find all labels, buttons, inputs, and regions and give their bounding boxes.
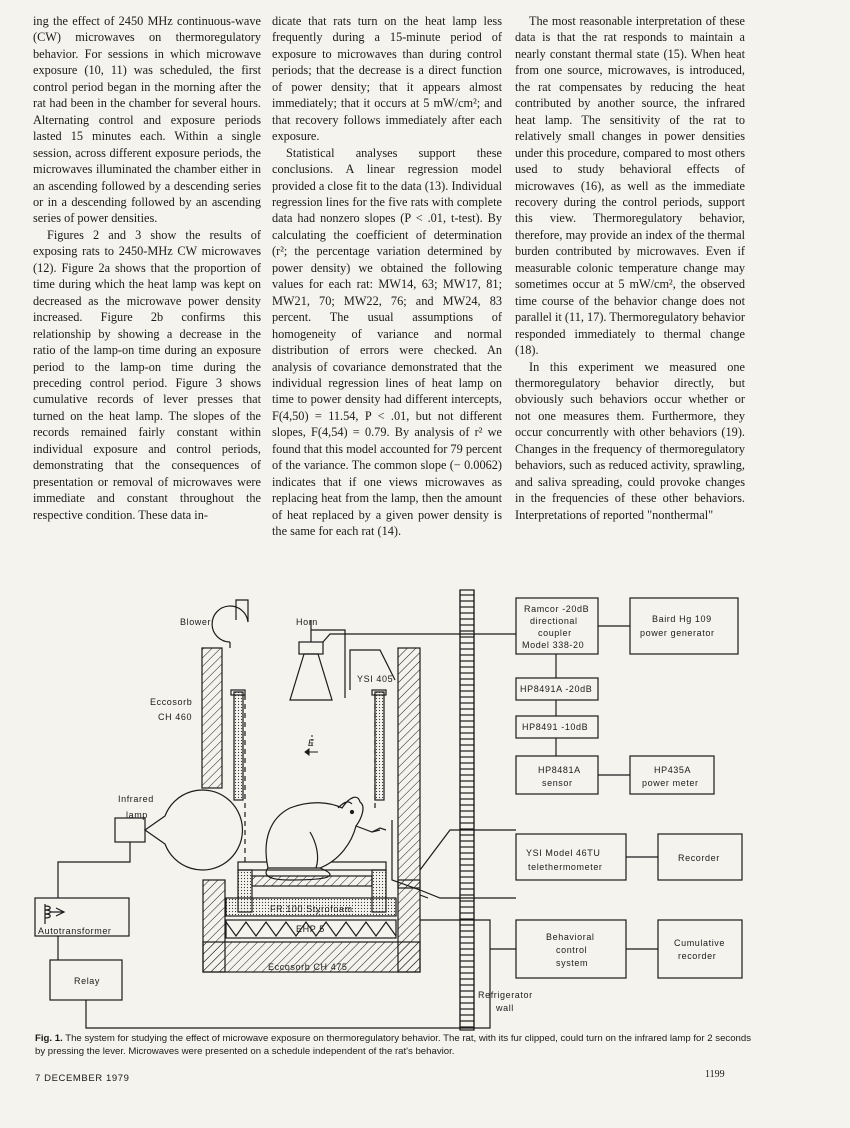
eccosorb-ch460-label: CH 460 — [158, 712, 193, 722]
eccosorb-ch460-label: Eccosorb — [150, 697, 193, 707]
eccosorb-ch475-label: Eccosorb CH 475 — [268, 962, 348, 972]
absorber-panel — [234, 692, 243, 800]
paragraph: The most reasonable interpretation of these data is that the rat responds to maintain a nearly constant thermal state (15). When heat from one source, microwaves, is introduced, the rat compensates by reducing the heat contributed by another source, the infrared heat lamp. The sensitivity of the rat to relatively small changes in power densities under this procedure, compared to most others used to study behavioral effects of microwaves (16), as well as the immediate recovery during the control periods, support this view. Thermoregulatory behavior, therefore, may provide an index of the thermal burden contributed by microwaves. Even if measurable colonic temperature change may sometimes occur at 5 mW/cm², the observed time course of the behavior change does not parallel it (11, 17). Thermoregulatory behavior responded immediately to thermal change (18). — [515, 14, 745, 358]
relay-label: Relay — [74, 976, 101, 986]
horn-label: Horn — [296, 617, 318, 627]
figure-caption — [35, 1032, 751, 1058]
text-column-3 — [515, 13, 745, 523]
caption-label: Fig. 1. — [35, 1033, 63, 1044]
absorber-wall-right — [398, 648, 420, 888]
ramcor-label: Ramcor -20dB — [524, 604, 590, 614]
text-column-2 — [272, 13, 502, 540]
cumulative-recorder-box — [658, 920, 742, 978]
behavioral-label: Behavioral — [546, 932, 595, 942]
fr100-label: FR 100 Styrofoam — [270, 904, 353, 914]
page-number: 1199 — [705, 1069, 725, 1080]
hp435a-label: power meter — [642, 778, 699, 788]
paragraph: In this experiment we measured one thermoregulatory behavior directly, but obviously such behaviors occur whether or not one measures them. Furthermore, they occur concurrently with other behaviors (19). Changes in the frequency of thermoregulatory behaviors, such as reduced activity, sprawling, and saliva spreading, could provoke changes in the frequencies of these other behaviors. Interpretations of reported "nonthermal" — [515, 359, 745, 522]
footer-date: 7 DECEMBER 1979 — [35, 1073, 130, 1084]
eccosorb-ch460-panel — [202, 648, 222, 788]
baird-generator-box — [630, 598, 738, 654]
horn-antenna-icon — [290, 620, 345, 700]
refrigerator-wall-label: Refrigerator — [478, 990, 533, 1000]
ramcor-label: coupler — [538, 628, 572, 638]
cumulative-label: recorder — [678, 951, 717, 961]
blower-label: Blower — [180, 617, 212, 627]
blower-icon — [212, 600, 248, 648]
cumulative-label: Cumulative — [674, 938, 726, 948]
behavioral-label: system — [556, 958, 589, 968]
paragraph: ing the effect of 2450 MHz continuous-wave (CW) microwaves on thermoregulatory behavior. For sessions in which microwave exposure (10, 11) was scheduled, the first control period began in the morning after the rat had been in the chamber for several hours. Alternating control and exposure periods lasted 15 minutes each. Within a single session, across different exposure periods, the microwaves illuminated the chamber either in an ascending followed by a descending series or in a descending followed by an ascending series of power densities. — [33, 14, 261, 226]
text-column-1 — [33, 13, 261, 523]
ysi405-label: YSI 405 — [357, 674, 394, 684]
absorber-panel — [375, 692, 384, 800]
ramcor-label: Model 338-20 — [522, 640, 585, 650]
hp8481a-label: sensor — [542, 778, 573, 788]
hp8481a-label: HP8481A — [538, 765, 581, 775]
hp8491-label: HP8491 -10dB — [522, 722, 589, 732]
refrigerator-wall-label: wall — [496, 1003, 514, 1013]
hp435a-label: HP435A — [654, 765, 692, 775]
figure-1-diagram — [0, 580, 850, 1040]
e-field-label: E — [308, 738, 315, 748]
baird-label: power generator — [640, 628, 715, 638]
rat-illustration — [266, 797, 380, 880]
paragraph: Statistical analyses support these conclusions. A linear regression model provided a close fit to the data (13). Individual regression lines for the five rats with complete data had nonzero slopes (P < .01, t-test). By calculating the coefficient of determination (r²; the percentage variation determined by power density) we obtained the following values for each rat: MW14, 63; MW17, 81; MW21, 70; MW22, 76; and MW24, 83 percent. The usual assumptions of homogeneity of variance and normal distribution of errors were checked. An analysis of covariance demonstrated that the individual regression lines of heat lamp on time to power density had different intercepts, F(4,50) = 11.54, P < .01, but not different slopes, F(4,54) = 0.79. By analysis of r² we found that this model accounted for 79 percent of the variance. The common slope (− 0.0062) indicates that if one views microwaves as replacing heat from the lamp, then the amount of heat replaced by a given power density is the same for each rat (14). — [272, 145, 502, 539]
baird-label: Baird Hg 109 — [652, 614, 712, 624]
ysi46tu-label: telethermometer — [528, 862, 603, 872]
caption-text: The system for studying the effect of microwave exposure on thermoregulatory behavior. The rat, with its fur clipped, could turn on the infrared lamp for 2 seconds by pressing the lever. Microwaves were presented on a schedule independent of the rat's behavior. — [35, 1033, 752, 1057]
ramcor-label: directional — [530, 616, 578, 626]
recorder-label: Recorder — [678, 853, 720, 863]
hp435a-meter-box — [630, 756, 714, 794]
hp8481a-sensor-box — [516, 756, 598, 794]
infrared-lamp-label: lamp — [126, 810, 148, 820]
hp8491a-label: HP8491A -20dB — [520, 684, 593, 694]
autotransformer-label: Autotransformer — [38, 926, 112, 936]
ehp5-label: EHP 5 — [296, 924, 325, 934]
paragraph: Figures 2 and 3 show the results of exposing rats to 2450-MHz CW microwaves (12). Figure 2a shows that the proportion of time during which the heat lamp was kept on decreased as the microwave power density increased. Figure 2b confirms this relationship by showing a decrease in the ratio of the lamp-on time during an exposure period to the lamp-on time during the preceding control period. Figure 3 shows cumulative records of lever presses that turned on the heat lamp. The slopes of the records remained fairly constant within individual exposure and control periods, demonstrating that the consequences of presentation or removal of microwaves were immediate and constant throughout the respective condition. These data in- — [33, 227, 261, 522]
infrared-lamp-label: Infrared — [118, 794, 154, 804]
behavioral-label: control — [556, 945, 588, 955]
paragraph: dicate that rats turn on the heat lamp less frequently during a 15-minute period of exposure to microwaves than during control periods; that the decrease is a direct function of power density; that it appears almost immediately; that it occurs at 5 mW/cm²; and that recovery follows immediately after each exposure. — [272, 14, 502, 144]
ysi46tu-label: YSI Model 46TU — [526, 848, 601, 858]
refrigerator-wall — [460, 590, 474, 1030]
